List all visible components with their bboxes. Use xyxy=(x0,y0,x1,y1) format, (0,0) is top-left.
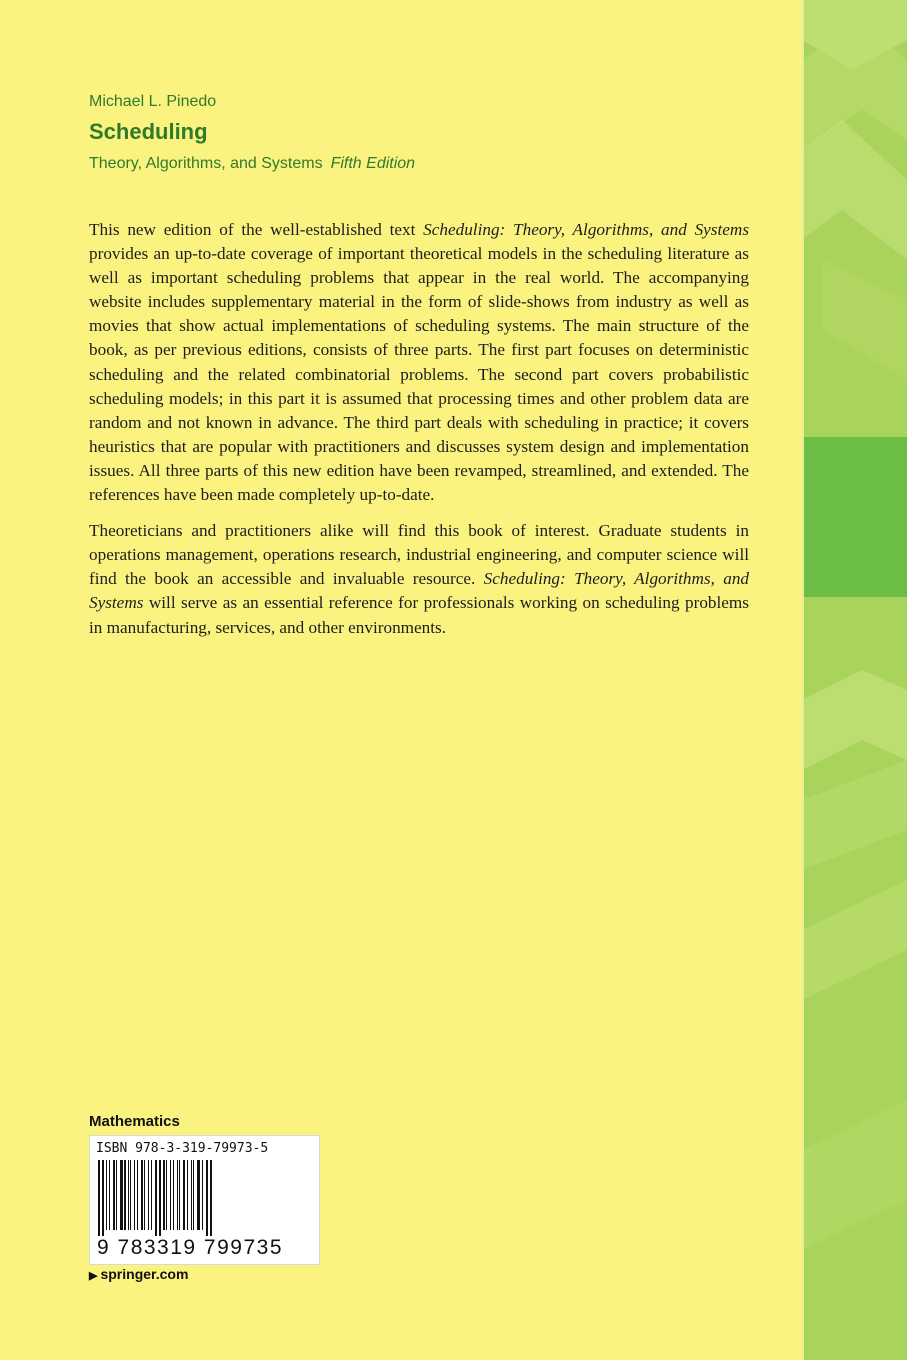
p2-text-b: will serve as an essential reference for professionals working on scheduling problems in manufacturing, services, and other environments. xyxy=(89,593,749,637)
barcode-bar xyxy=(183,1160,185,1230)
barcode-bar xyxy=(128,1160,129,1230)
barcode-bar xyxy=(134,1160,135,1230)
barcode-bar xyxy=(137,1160,138,1230)
barcode-bar xyxy=(163,1160,165,1230)
barcode-bar xyxy=(113,1160,115,1230)
p1-text-a: This new edition of the well-established text xyxy=(89,220,424,239)
barcode-bar xyxy=(177,1160,178,1230)
barcode-bar xyxy=(191,1160,192,1230)
decorative-side-band xyxy=(802,0,907,1360)
barcode-bar xyxy=(159,1160,161,1236)
barcode-bar xyxy=(193,1160,194,1230)
publisher-text: springer.com xyxy=(100,1266,189,1282)
description-paragraph-2 xyxy=(89,519,749,639)
barcode-bar xyxy=(106,1160,107,1230)
p2-book-title: Scheduling: Theory, Algorithms, and Systems xyxy=(89,569,750,613)
barcode-bar xyxy=(187,1160,188,1230)
barcode-bar xyxy=(141,1160,143,1230)
book-description xyxy=(89,218,749,652)
publisher-url xyxy=(89,1266,188,1282)
barcode-bar xyxy=(210,1160,212,1236)
barcode-bar xyxy=(170,1160,171,1230)
p1-book-title: Scheduling: Theory, Algorithms, and Systems xyxy=(423,220,750,239)
arrow-icon: ▶ xyxy=(89,1270,98,1282)
subtitle-text: Theory, Algorithms, and Systems xyxy=(89,155,323,172)
barcode-digits: 9 783319 799735 xyxy=(97,1236,283,1259)
barcode-bar xyxy=(102,1160,104,1236)
subject-category: Mathematics xyxy=(89,1113,180,1130)
isbn-label: ISBN 978-3-319-79973-5 xyxy=(96,1141,269,1156)
barcode-bar xyxy=(124,1160,126,1230)
barcode-bars xyxy=(96,1160,312,1236)
barcode-bar xyxy=(197,1160,200,1230)
p1-text-b: provides an up-to-date coverage of important theoretical models in the scheduling literature as well as important scheduling problems that appear in the real world. The accompanying website includes supplementary material in the form of slide-shows from industry as well as movies that show actual implementations of scheduling systems. The main structure of the book, as per previous editions, consists of three parts. The first part focuses on deterministic scheduling and the related combinatorial problems. The second part covers probabilistic scheduling models; in this part it is assumed that processing times and other problem data are random and not known in advance. The third part deals with scheduling in practice; it covers heuristics that are popular with practitioners and discusses system design and implementation issues. All three parts of this new edition have been revamped, streamlined, and extended. The references have been made completely up-to-date. xyxy=(89,244,749,505)
barcode-bar xyxy=(130,1160,131,1230)
barcode-bar xyxy=(109,1160,110,1230)
barcode-bar xyxy=(206,1160,208,1236)
barcode-bar xyxy=(98,1160,100,1236)
barcode-bar xyxy=(155,1160,157,1236)
description-paragraph-1 xyxy=(89,218,749,507)
barcode-bar xyxy=(116,1160,117,1230)
book-subtitle xyxy=(89,155,415,173)
barcode-bar xyxy=(148,1160,149,1230)
p2-text-a: Theoreticians and practitioners alike will find this book of interest. Graduate students in operations management, operations research, industrial engineering, and computer science will find the book an accessible and invaluable resource. xyxy=(89,521,749,589)
barcode-bar xyxy=(144,1160,145,1230)
barcode-bar xyxy=(151,1160,152,1230)
barcode-bar xyxy=(120,1160,123,1230)
isbn-barcode xyxy=(89,1135,320,1265)
side-pattern xyxy=(802,0,907,1360)
book-title: Scheduling xyxy=(89,119,208,144)
author-name: Michael L. Pinedo xyxy=(89,93,217,110)
barcode-bar xyxy=(179,1160,180,1230)
barcode-bar xyxy=(166,1160,167,1230)
barcode-bar xyxy=(173,1160,174,1230)
edition-label: Fifth Edition xyxy=(330,155,416,172)
barcode-bar xyxy=(202,1160,203,1230)
